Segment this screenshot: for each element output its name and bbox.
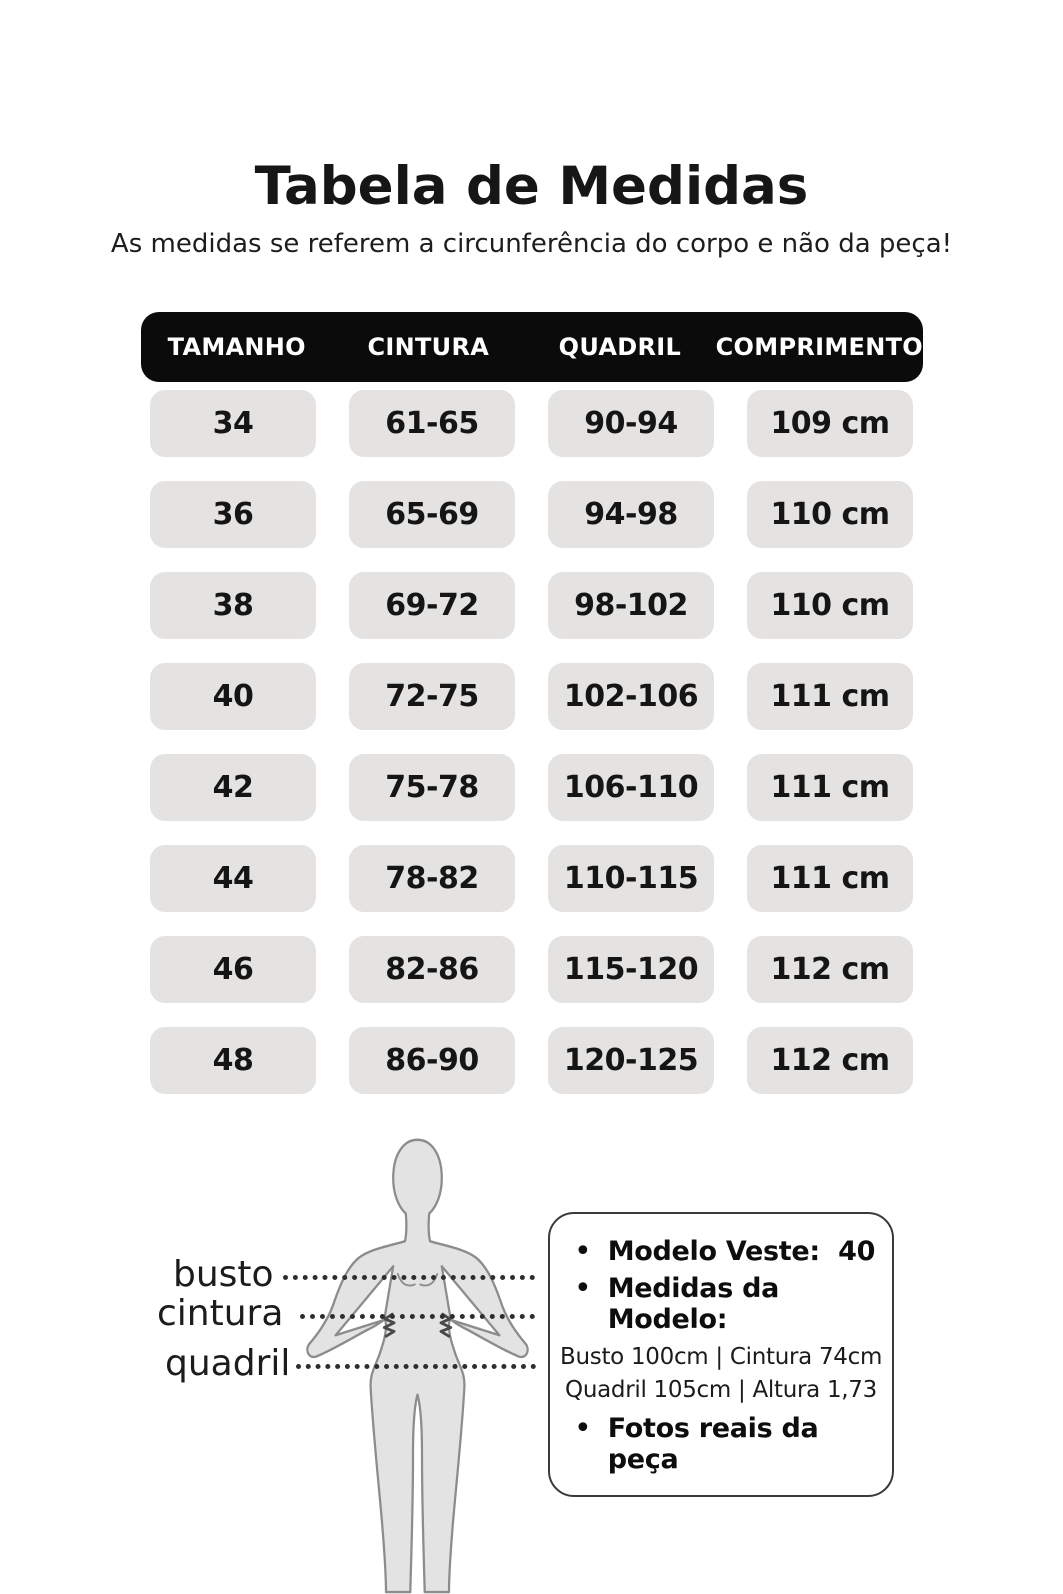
- table-cell: 94-98: [548, 481, 714, 548]
- table-cell: 120-125: [548, 1027, 714, 1094]
- table-cell: 38: [150, 572, 316, 639]
- column-header-tamanho: TAMANHO: [167, 333, 306, 361]
- table-cell: 82-86: [349, 936, 515, 1003]
- column-header-cintura: CINTURA: [367, 333, 490, 361]
- hip-dotted-line: [296, 1364, 536, 1369]
- table-cell: 44: [150, 845, 316, 912]
- table-row: [150, 663, 914, 730]
- hip-label: quadril: [165, 1343, 291, 1384]
- real-photos-label: Fotos reais da peça: [607, 1413, 828, 1475]
- table-cell: 106-110: [548, 754, 714, 821]
- page-title: Tabela de Medidas: [254, 156, 809, 217]
- table-cell: 86-90: [349, 1027, 515, 1094]
- table-cell: 111 cm: [747, 754, 913, 821]
- model-info-box: [548, 1212, 894, 1497]
- table-cell: 65-69: [349, 481, 515, 548]
- bullet-icon: •: [574, 1234, 592, 1269]
- table-cell: 102-106: [548, 663, 714, 730]
- table-cell: 72-75: [349, 663, 515, 730]
- bust-dotted-line: [283, 1275, 535, 1280]
- table-cell: 112 cm: [747, 936, 913, 1003]
- table-cell: 110-115: [548, 845, 714, 912]
- page-subtitle: As medidas se referem a circunferência do corpo e não da peça!: [110, 229, 953, 259]
- table-row: [150, 481, 914, 548]
- table-cell: 112 cm: [747, 1027, 913, 1094]
- model-wears-item: [574, 1236, 882, 1267]
- table-row: [150, 845, 914, 912]
- table-cell: 36: [150, 481, 316, 548]
- bust-label: busto: [173, 1254, 274, 1295]
- table-cell: 46: [150, 936, 316, 1003]
- bullet-icon: •: [574, 1271, 592, 1306]
- column-header-quadril: QUADRIL: [558, 333, 682, 361]
- model-measures-line1: Busto 100cm | Cintura 74cm: [560, 1344, 883, 1370]
- model-wears-label: Modelo Veste: 40: [607, 1236, 876, 1267]
- table-cell: 40: [150, 663, 316, 730]
- table-row: [150, 572, 914, 639]
- table-cell: 90-94: [548, 390, 714, 457]
- model-measures-item: [574, 1273, 882, 1335]
- column-header-comprimento: COMPRIMENTO: [715, 333, 923, 361]
- table-cell: 115-120: [548, 936, 714, 1003]
- table-cell: 110 cm: [747, 572, 913, 639]
- table-row: [150, 390, 914, 457]
- table-cell: 111 cm: [747, 663, 913, 730]
- table-cell: 61-65: [349, 390, 515, 457]
- table-cell: 98-102: [548, 572, 714, 639]
- table-row: [150, 936, 914, 1003]
- waist-dotted-line: [300, 1314, 535, 1319]
- size-table-body: [150, 390, 914, 1094]
- table-cell: 48: [150, 1027, 316, 1094]
- table-cell: 111 cm: [747, 845, 913, 912]
- table-row: [150, 754, 914, 821]
- table-cell: 110 cm: [747, 481, 913, 548]
- model-measures-title: Medidas da Modelo:: [607, 1273, 789, 1335]
- bullet-icon: •: [574, 1411, 592, 1446]
- size-table-header-row: [141, 312, 923, 382]
- table-row: [150, 1027, 914, 1094]
- table-cell: 34: [150, 390, 316, 457]
- table-cell: 78-82: [349, 845, 515, 912]
- real-photos-item: [574, 1413, 882, 1475]
- waist-label: cintura: [157, 1293, 284, 1334]
- table-cell: 69-72: [349, 572, 515, 639]
- table-cell: 109 cm: [747, 390, 913, 457]
- table-cell: 75-78: [349, 754, 515, 821]
- table-cell: 42: [150, 754, 316, 821]
- model-measures-line2: Quadril 105cm | Altura 1,73: [565, 1377, 877, 1403]
